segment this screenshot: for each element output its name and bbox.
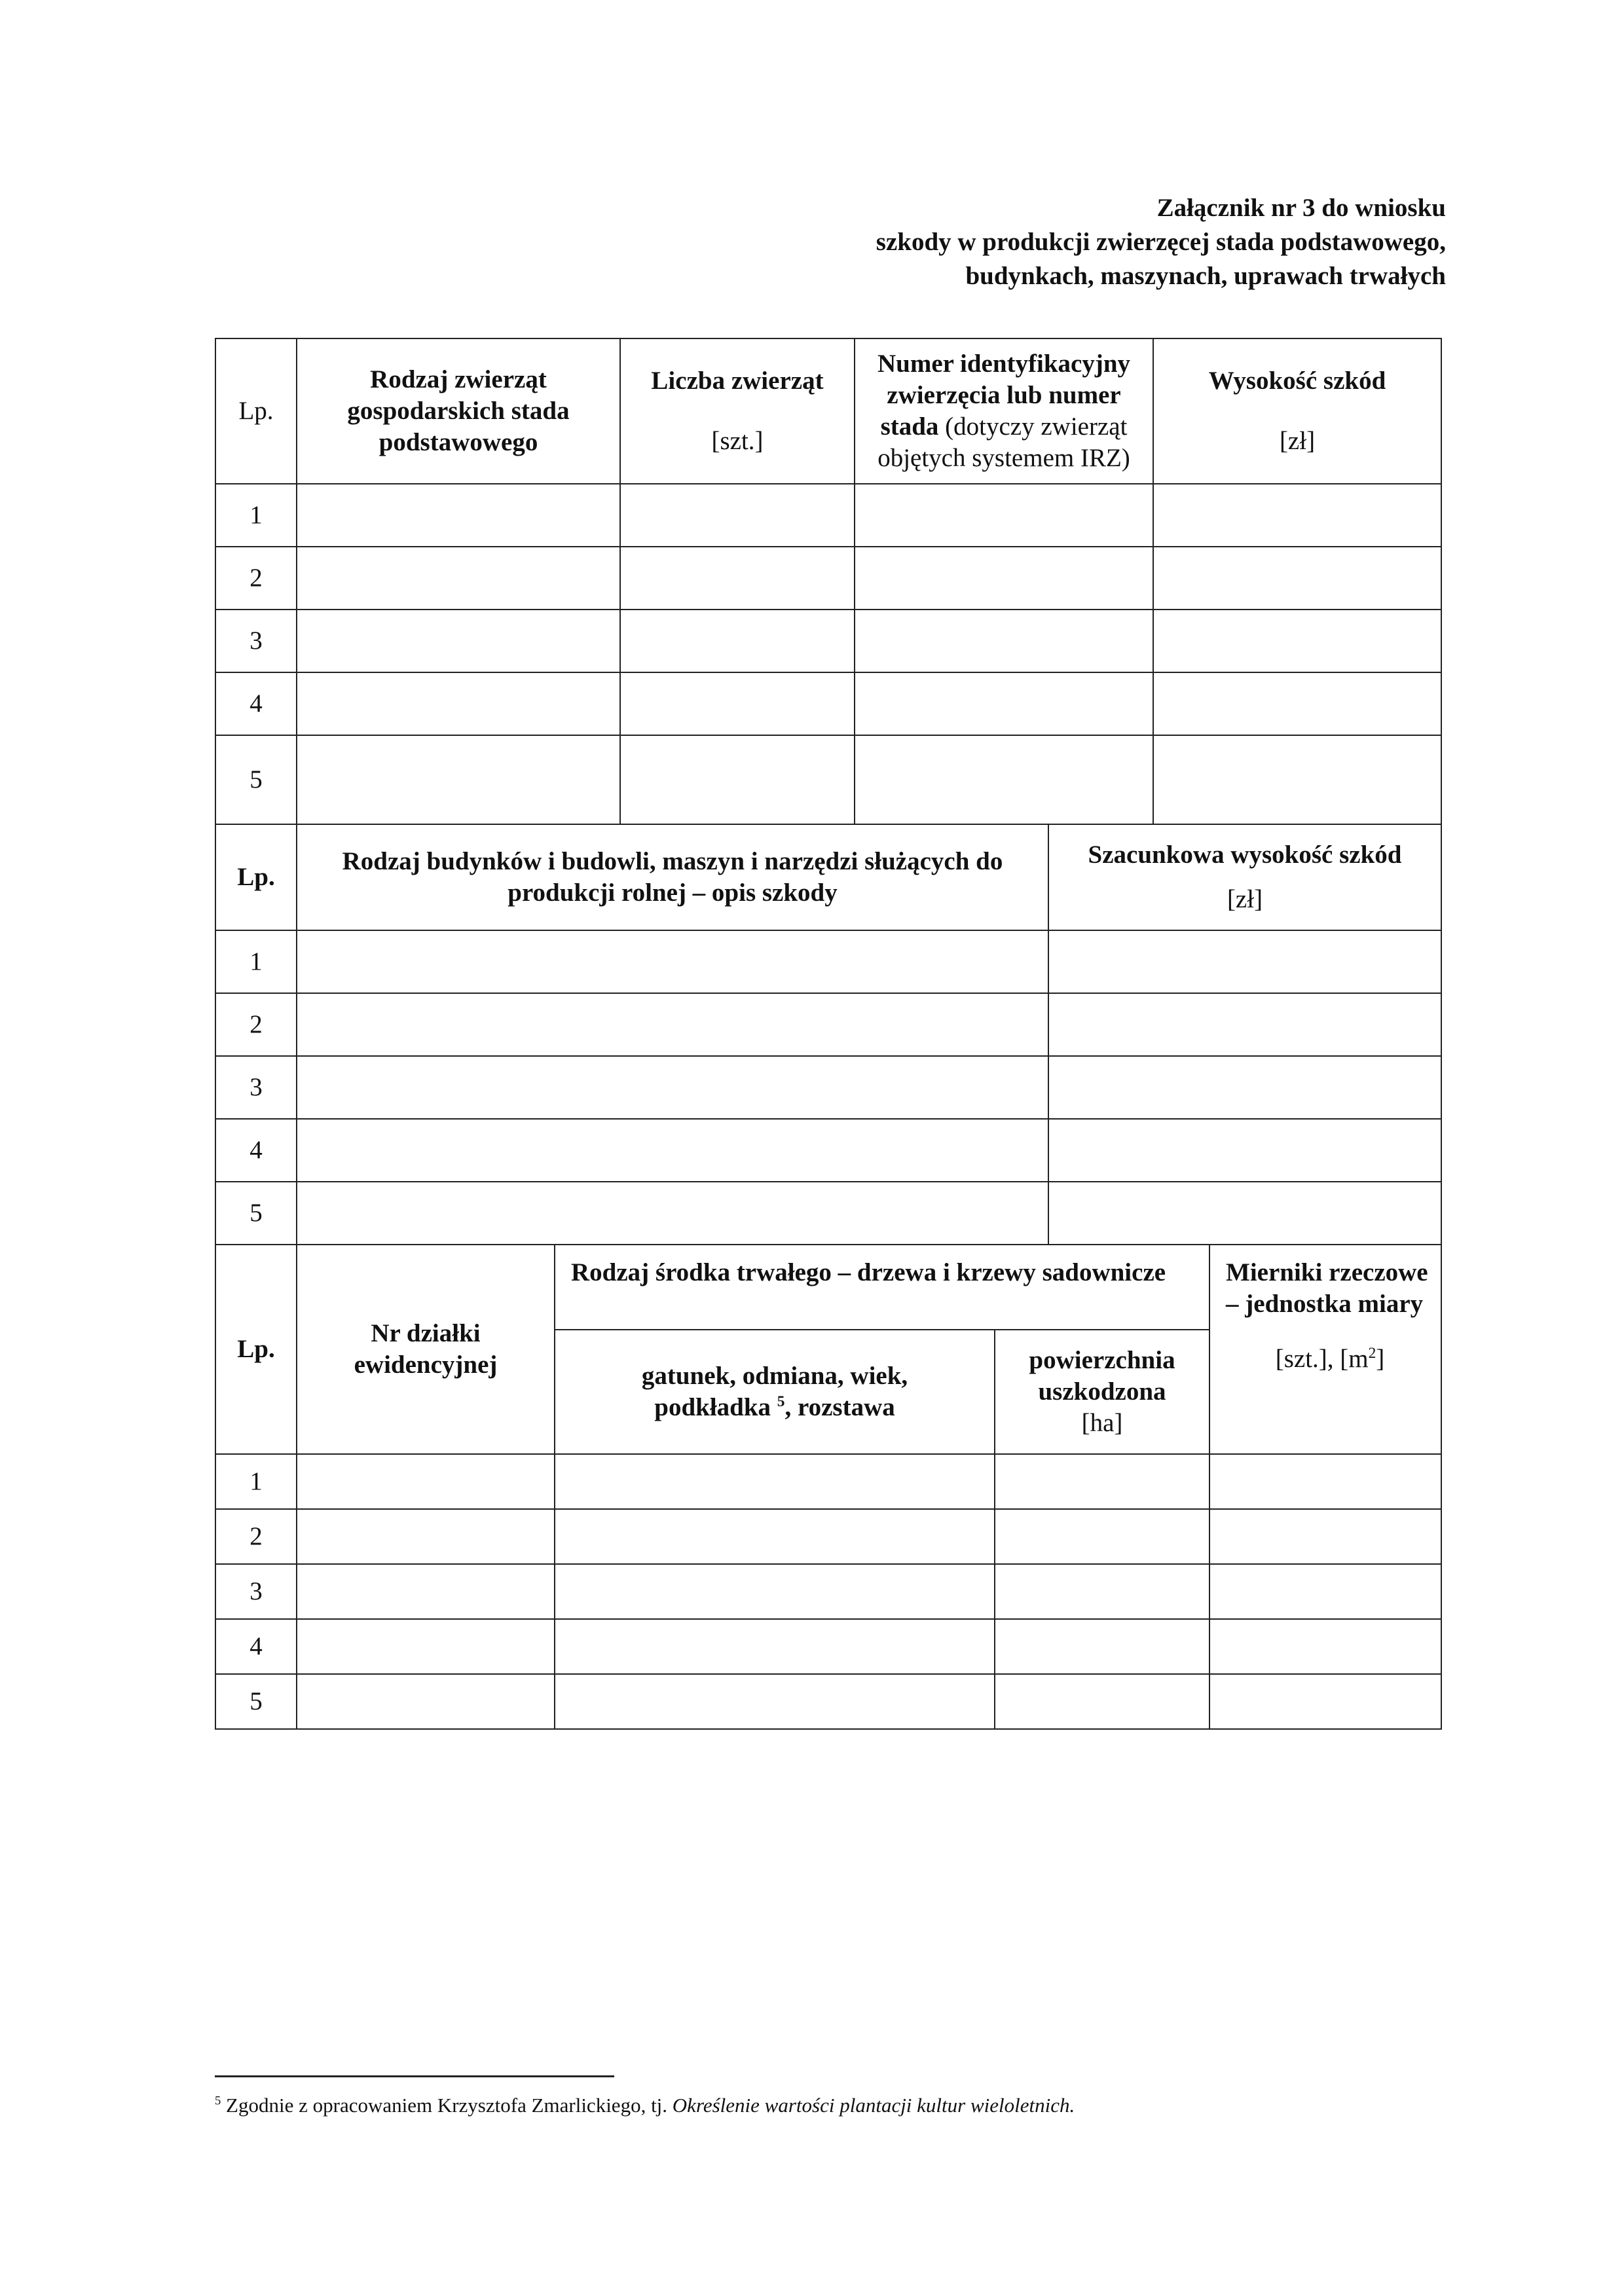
row-number: 3 (215, 610, 297, 672)
col-lp-header: Lp. (215, 824, 297, 930)
measures-cell[interactable] (1209, 1619, 1441, 1674)
row-number: 1 (215, 484, 297, 547)
species-cell[interactable] (555, 1619, 995, 1674)
plot-number-cell[interactable] (297, 1509, 555, 1564)
damage-value-unit: [zł] (1279, 427, 1316, 455)
identifier-cell[interactable] (855, 547, 1153, 610)
area-cell[interactable] (995, 1674, 1209, 1729)
table-row (215, 993, 1441, 1056)
row-number: 1 (215, 930, 297, 993)
animal-count-label: Liczba zwierząt (651, 367, 824, 395)
area-cell[interactable] (995, 1454, 1209, 1509)
table-row (215, 672, 1441, 735)
col-measures-header (1209, 1245, 1441, 1454)
table-row (215, 1454, 1441, 1509)
col-estimated-damage-header (1048, 824, 1441, 930)
col-asset-type-header: Rodzaj środka trwałego – drzewa i krzewy sadownicze (555, 1245, 1209, 1330)
identifier-cell[interactable] (855, 610, 1153, 672)
animal-count-cell[interactable] (620, 484, 855, 547)
col-animal-count-header (620, 338, 855, 484)
identifier-cell[interactable] (855, 484, 1153, 547)
measures-unit-text: [szt.], [m (1275, 1345, 1369, 1373)
damage-value-cell[interactable] (1153, 610, 1441, 672)
area-label: powierzchnia uszkodzona (1029, 1346, 1175, 1406)
table-header-row (215, 338, 1441, 484)
plot-number-cell[interactable] (297, 1454, 555, 1509)
table-row (215, 1509, 1441, 1564)
species-cell[interactable] (555, 1564, 995, 1619)
header-line-2: szkody w produkcji zwierzęcej stada podstawowego, (876, 228, 1446, 256)
header-line-1: Załącznik nr 3 do wniosku (1156, 194, 1446, 222)
measures-cell[interactable] (1209, 1454, 1441, 1509)
footnote-divider (215, 2075, 614, 2077)
footnote-text: Zgodnie z opracowaniem Krzysztofa Zmarlickiego, tj. (221, 2094, 673, 2117)
damage-value-cell[interactable] (1153, 735, 1441, 824)
plot-number-cell[interactable] (297, 1564, 555, 1619)
area-cell[interactable] (995, 1564, 1209, 1619)
animal-type-cell[interactable] (297, 735, 620, 824)
species-rootstock: podkładka (654, 1393, 771, 1421)
measures-cell[interactable] (1209, 1509, 1441, 1564)
header-line-3: budynkach, maszynach, uprawach trwałych (965, 262, 1446, 290)
species-cell[interactable] (555, 1454, 995, 1509)
animal-type-cell[interactable] (297, 484, 620, 547)
area-cell[interactable] (995, 1509, 1209, 1564)
table-row (215, 1674, 1441, 1729)
plot-number-cell[interactable] (297, 1619, 555, 1674)
animal-count-cell[interactable] (620, 672, 855, 735)
row-number: 2 (215, 993, 297, 1056)
building-description-cell[interactable] (297, 1056, 1048, 1119)
estimated-damage-unit: [zł] (1227, 885, 1263, 913)
col-species-header (555, 1330, 995, 1454)
estimated-damage-label: Szacunkowa wysokość szkód (1088, 841, 1402, 869)
table-row (215, 1182, 1441, 1245)
footnote-italic-title: Określenie wartości plantacji kultur wieloletnich. (672, 2094, 1075, 2117)
estimated-damage-cell[interactable] (1048, 1056, 1441, 1119)
plot-number-cell[interactable] (297, 1674, 555, 1729)
animals-damage-table (215, 338, 1442, 825)
animal-type-cell[interactable] (297, 547, 620, 610)
measures-cell[interactable] (1209, 1674, 1441, 1729)
col-animal-type-header: Rodzaj zwierząt gospodarskich stada podstawowego (297, 338, 620, 484)
footnote-marker: 5 (215, 2094, 221, 2108)
identifier-cell[interactable] (855, 735, 1153, 824)
area-cell[interactable] (995, 1619, 1209, 1674)
animal-count-cell[interactable] (620, 610, 855, 672)
table-row (215, 484, 1441, 547)
animal-count-cell[interactable] (620, 735, 855, 824)
damage-value-label: Wysokość szkód (1208, 367, 1386, 395)
building-description-cell[interactable] (297, 930, 1048, 993)
damage-value-cell[interactable] (1153, 547, 1441, 610)
damage-value-cell[interactable] (1153, 672, 1441, 735)
animal-count-unit: [szt.] (711, 427, 764, 455)
table-row (215, 1056, 1441, 1119)
identifier-cell[interactable] (855, 672, 1153, 735)
table-row (215, 1119, 1441, 1182)
table-header-row (215, 1245, 1441, 1330)
animal-type-cell[interactable] (297, 610, 620, 672)
footnote-ref: 5 (777, 1393, 785, 1410)
building-description-cell[interactable] (297, 993, 1048, 1056)
building-description-cell[interactable] (297, 1182, 1048, 1245)
species-cell[interactable] (555, 1509, 995, 1564)
table-row (215, 610, 1441, 672)
identifier-note: (dotyczy zwierząt objętych systemem IRZ) (877, 412, 1130, 472)
estimated-damage-cell[interactable] (1048, 993, 1441, 1056)
row-number: 3 (215, 1564, 297, 1619)
area-unit: [ha] (1081, 1409, 1123, 1437)
measures-label: Mierniki rzeczowe – jednostka miary (1226, 1258, 1428, 1318)
damage-value-cell[interactable] (1153, 484, 1441, 547)
table-header-row (215, 824, 1441, 930)
row-number: 5 (215, 735, 297, 824)
row-number: 4 (215, 672, 297, 735)
row-number: 4 (215, 1119, 297, 1182)
measures-cell[interactable] (1209, 1564, 1441, 1619)
buildings-machines-table (215, 824, 1442, 1245)
measures-unit-sup: 2 (1368, 1345, 1376, 1362)
row-number: 5 (215, 1674, 297, 1729)
identifier-label: Numer identyfikacyjny zwierzęcia lub numer stada (877, 350, 1131, 441)
row-number: 4 (215, 1619, 297, 1674)
col-lp-header: Lp. (215, 1245, 297, 1454)
col-building-type-header: Rodzaj budynków i budowli, maszyn i narzędzi służących do produkcji rolnej – opis szkody (297, 824, 1048, 930)
col-lp-header: Lp. (215, 338, 297, 484)
building-description-cell[interactable] (297, 1119, 1048, 1182)
measures-unit (1226, 1343, 1434, 1375)
table-row (215, 547, 1441, 610)
row-number: 3 (215, 1056, 297, 1119)
animal-type-cell[interactable] (297, 672, 620, 735)
row-number: 2 (215, 1509, 297, 1564)
species-cell[interactable] (555, 1674, 995, 1729)
species-spacing: , rozstawa (784, 1393, 895, 1421)
col-identifier-header (855, 338, 1153, 484)
col-plot-number-header: Nr działki ewidencyjnej (297, 1245, 555, 1454)
table-row (215, 930, 1441, 993)
orchard-assets-table (215, 1244, 1442, 1730)
document-header (529, 191, 1446, 293)
measures-unit-end: ] (1376, 1345, 1385, 1373)
row-number: 2 (215, 547, 297, 610)
footnote (215, 2092, 1459, 2119)
col-damage-value-header (1153, 338, 1441, 484)
estimated-damage-cell[interactable] (1048, 930, 1441, 993)
animal-count-cell[interactable] (620, 547, 855, 610)
table-row (215, 1619, 1441, 1674)
estimated-damage-cell[interactable] (1048, 1182, 1441, 1245)
table-row (215, 1564, 1441, 1619)
table-row (215, 735, 1441, 824)
estimated-damage-cell[interactable] (1048, 1119, 1441, 1182)
species-label-line1: gatunek, odmiana, wiek, (641, 1362, 908, 1390)
col-area-header (995, 1330, 1209, 1454)
row-number: 5 (215, 1182, 297, 1245)
row-number: 1 (215, 1454, 297, 1509)
species-label-line2 (562, 1392, 987, 1423)
